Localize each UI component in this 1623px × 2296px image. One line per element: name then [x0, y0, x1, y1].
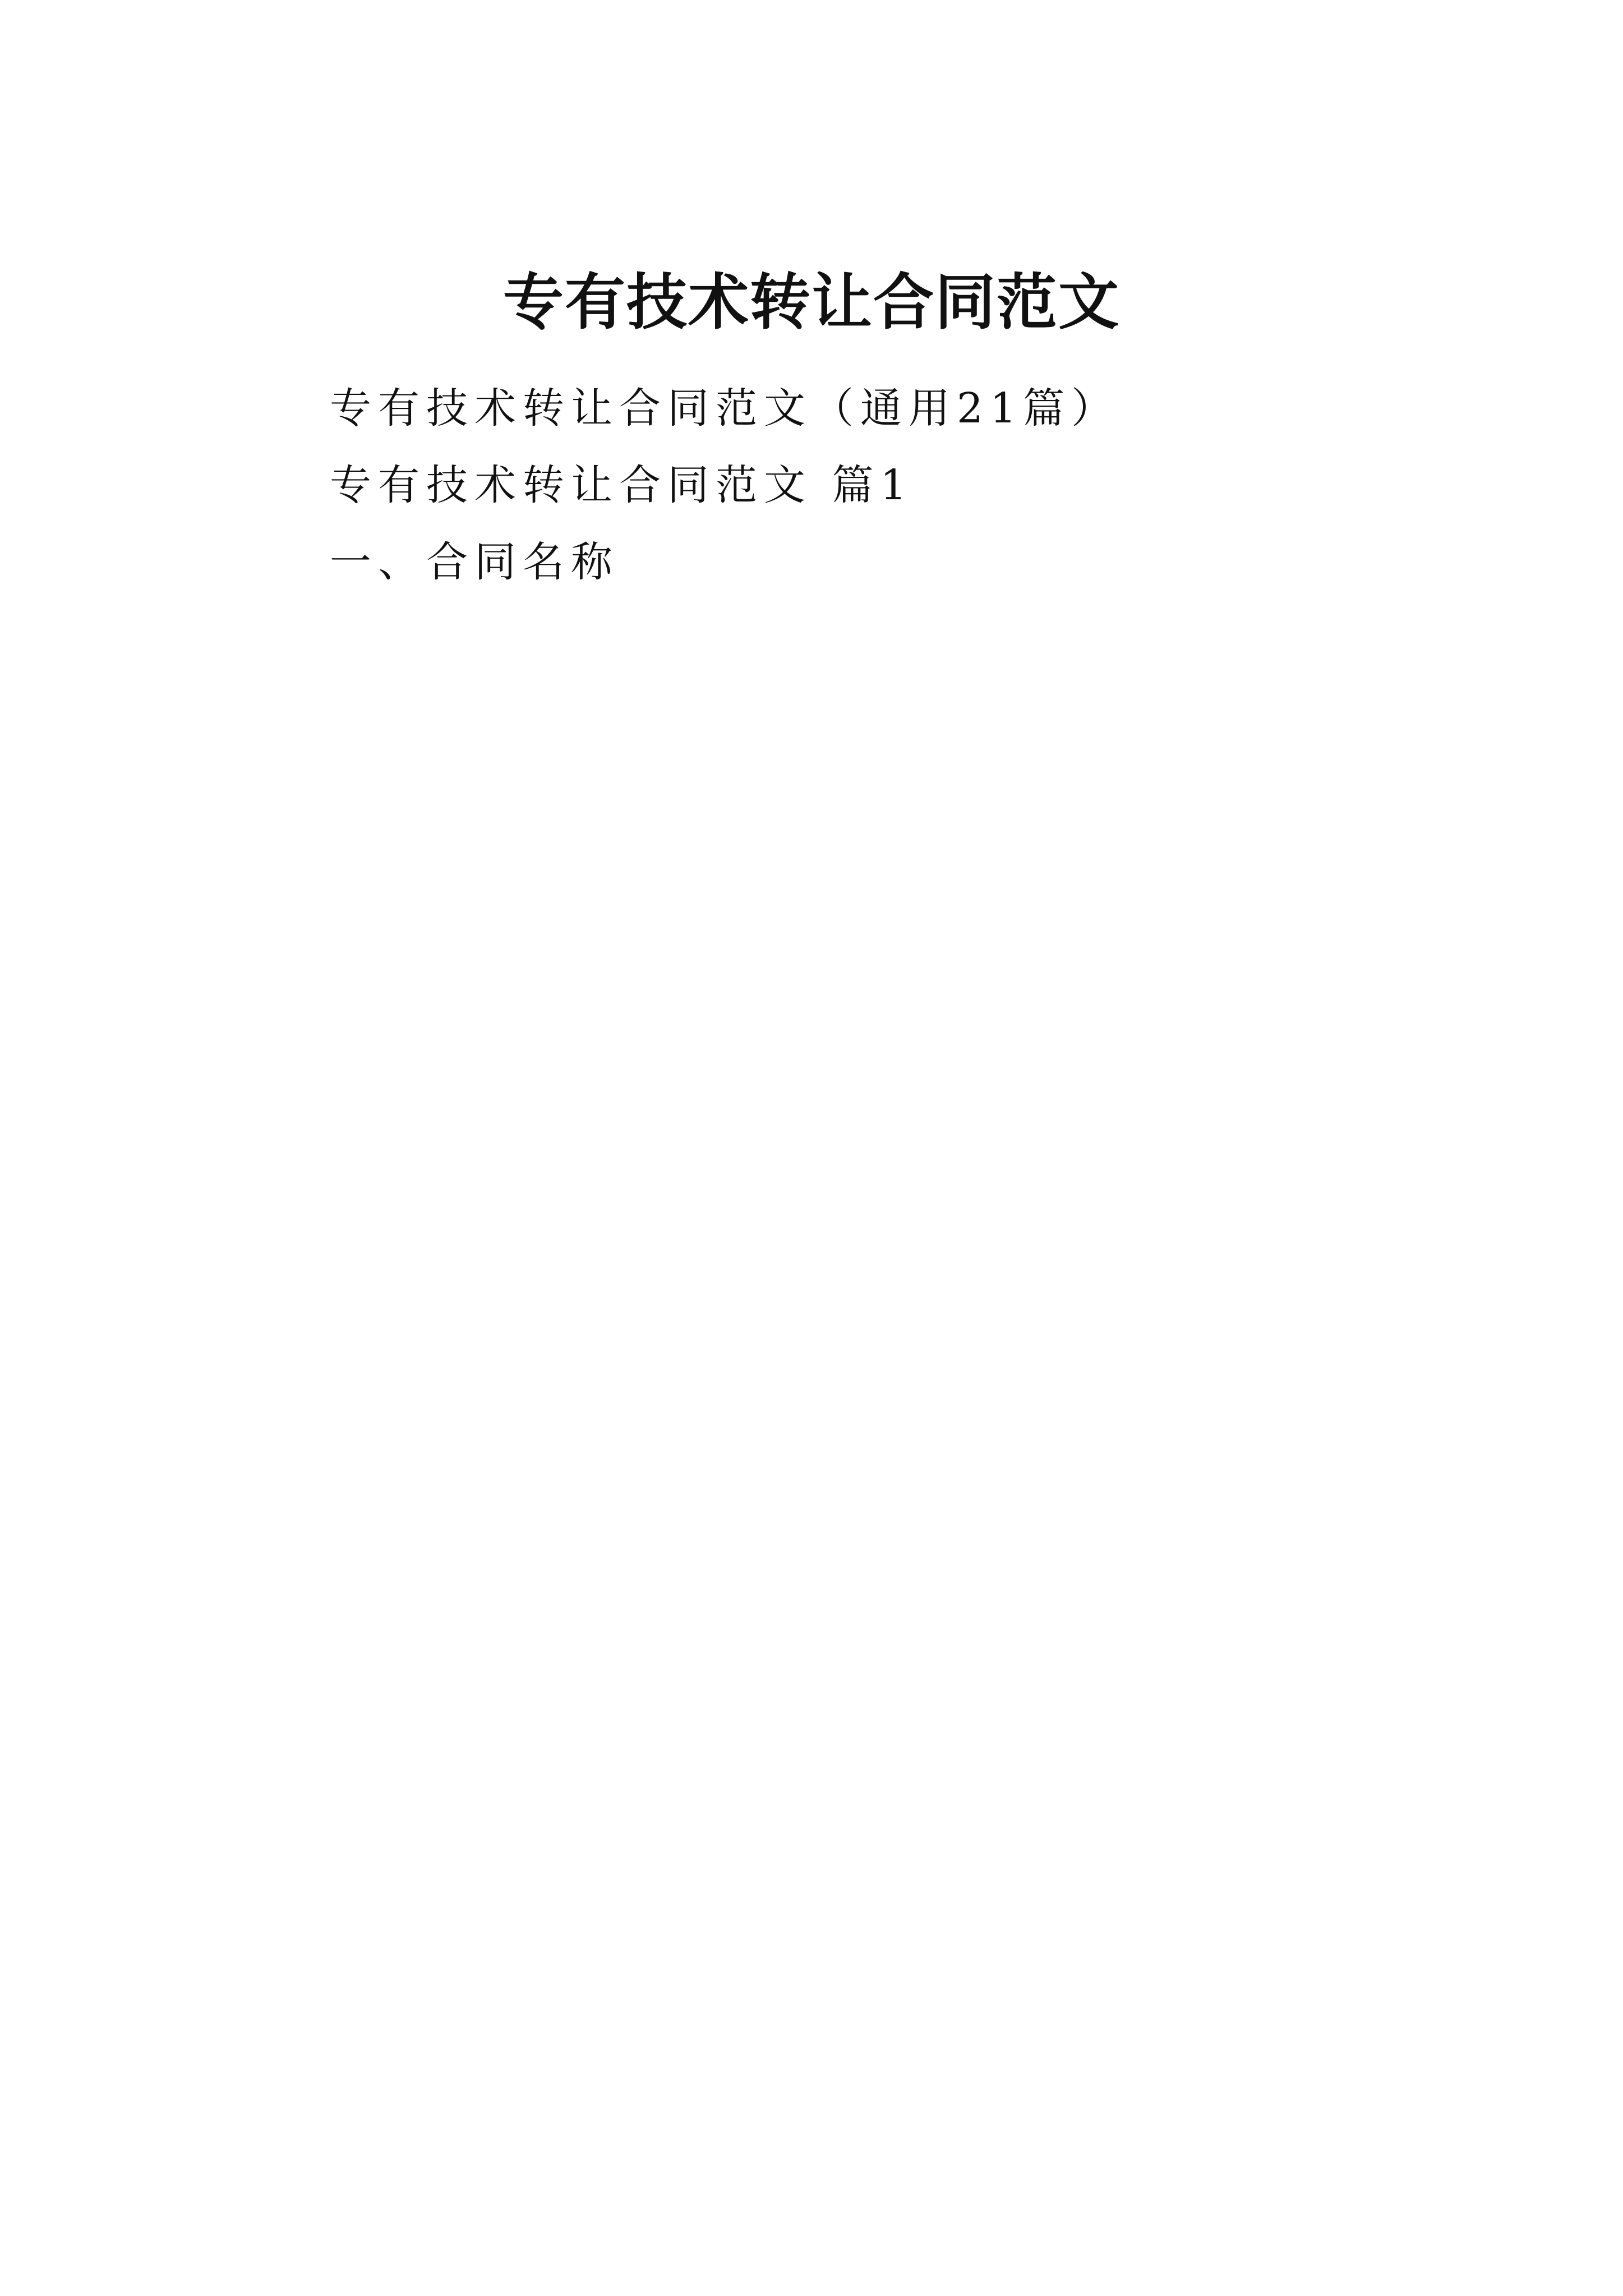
line-1: 专有技术转让合同范文（通用21篇）: [330, 384, 1120, 432]
line-3: 一、合同名称: [330, 538, 619, 586]
line-2: 专有技术转让合同范文 篇1: [330, 461, 914, 509]
document-title: 专有技术转让合同范文: [502, 267, 1120, 338]
document-body: [247, 370, 1385, 601]
